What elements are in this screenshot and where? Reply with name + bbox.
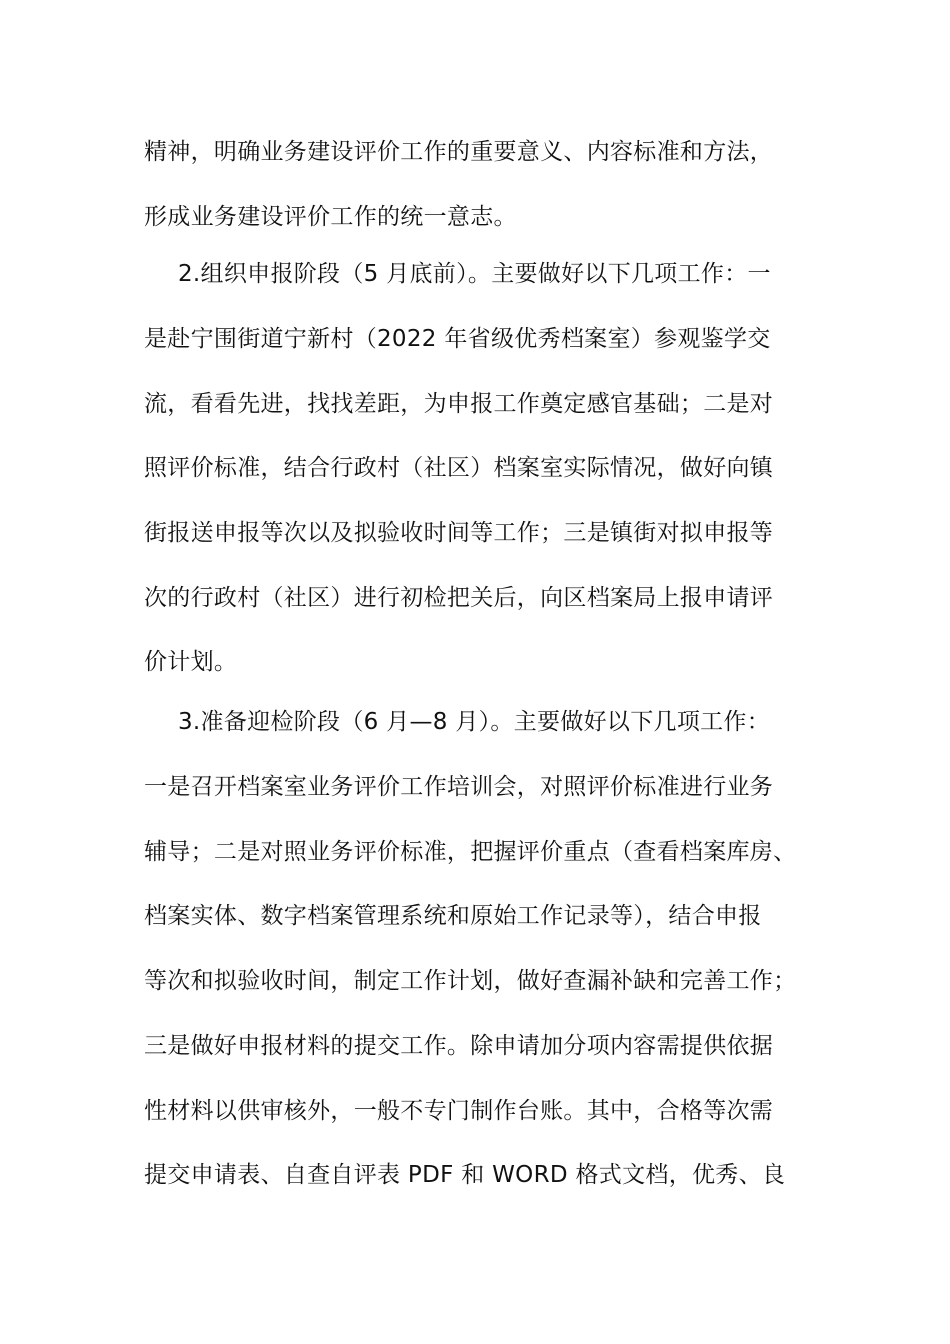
text-line: 三是做好申报材料的提交工作。除申请加分项内容需提供依据 — [144, 1033, 774, 1059]
text-line: 性材料以供审核外，一般不专门制作台账。其中，合格等次需 — [144, 1098, 774, 1124]
text-line: 一是召开档案室业务评价工作培训会，对照评价标准进行业务 — [144, 774, 774, 800]
text-line: 价计划。 — [144, 649, 238, 675]
text-line: 精神，明确业务建设评价工作的重要意义、内容标准和方法， — [144, 139, 774, 165]
text-line: 档案实体、数字档案管理系统和原始工作记录等），结合申报 — [144, 903, 762, 929]
paragraph-heading: 3.准备迎检阶段（6 月—8 月）。主要做好以下几项工作： — [178, 709, 771, 735]
text-line: 次的行政村（社区）进行初检把关后，向区档案局上报申请评 — [144, 585, 774, 611]
paragraph-heading: 2.组织申报阶段（5 月底前）。主要做好以下几项工作：一 — [178, 261, 771, 287]
text-line: 提交申请表、自查自评表 PDF 和 WORD 格式文档，优秀、良 — [144, 1162, 786, 1188]
text-line: 辅导；二是对照业务评价标准，把握评价重点（查看档案库房、 — [144, 839, 797, 865]
text-line: 流，看看先进，找找差距，为申报工作奠定感官基础；二是对 — [144, 391, 774, 417]
text-line: 照评价标准，结合行政村（社区）档案室实际情况，做好向镇 — [144, 455, 774, 481]
text-line: 是赴宁围街道宁新村（2022 年省级优秀档案室）参观鉴学交 — [144, 326, 771, 352]
text-line: 形成业务建设评价工作的统一意志。 — [144, 204, 517, 230]
text-line: 街报送申报等次以及拟验收时间等工作；三是镇街对拟申报等 — [144, 520, 774, 546]
text-line: 等次和拟验收时间，制定工作计划，做好查漏补缺和完善工作； — [144, 968, 797, 994]
